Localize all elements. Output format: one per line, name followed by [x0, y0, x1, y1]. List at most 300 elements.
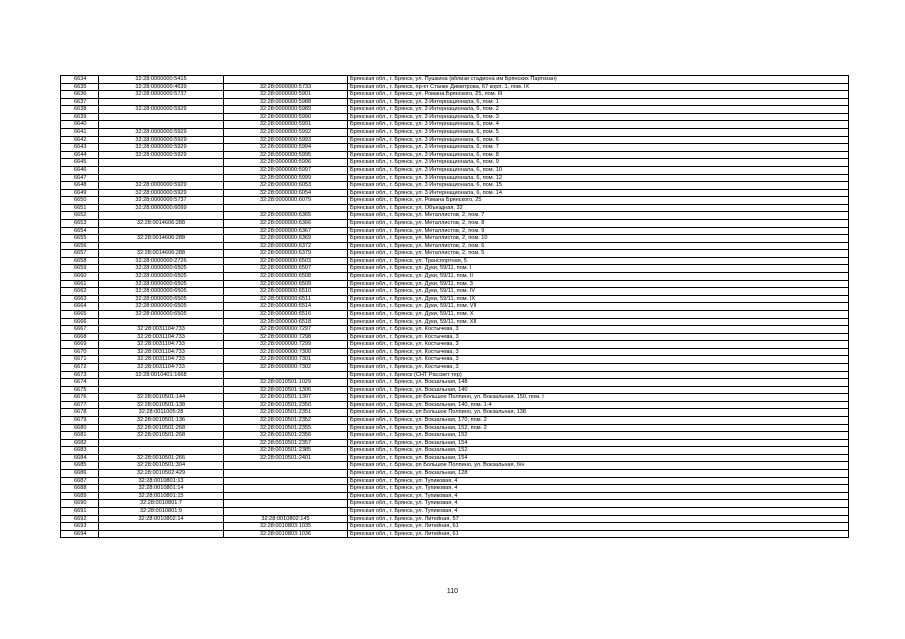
address-cell: Брянская обл., г. Брянск, ул. Транспортная, 5	[348, 257, 849, 265]
address-cell: Брянская обл., г. Брянск, ул. Металлистов, 2, пом. 7	[348, 212, 849, 220]
address-cell: Брянская обл., г. Брянск, ул. Дуки, 59/11, пом. I	[348, 265, 849, 273]
cadastral-number-cell: 32:28:0000000:5993	[224, 136, 348, 144]
address-cell: Брянская обл., г. Брянск, ул. Пушкина (вблизи стадиона им Брянских Партизан)	[348, 76, 849, 84]
row-number-cell: 6675	[61, 386, 99, 394]
row-number-cell: 6670	[61, 348, 99, 356]
address-cell: Брянская обл., г. Брянск, ул. Литейная, 61	[348, 523, 849, 531]
table-row	[61, 515, 849, 523]
parent-cadastral-cell	[99, 447, 224, 455]
parent-cadastral-cell	[99, 523, 224, 531]
cadastral-number-cell	[224, 485, 348, 493]
cadastral-number-cell: 32:28:0010802:145	[224, 515, 348, 523]
cadastral-number-cell: 32:28:0000000:7298	[224, 333, 348, 341]
parent-cadastral-cell: 32:28:0000000:5929	[99, 151, 224, 159]
address-cell: Брянская обл., г. Брянск, ул. Вокзальная, 152, пом. 2	[348, 424, 849, 432]
row-number-cell: 6682	[61, 439, 99, 447]
cadastral-number-cell: 32:28:0010501:2351	[224, 409, 348, 417]
table-row	[61, 212, 849, 220]
row-number-cell: 6679	[61, 417, 99, 425]
cadastral-number-cell: 32:28:0000000:7300	[224, 348, 348, 356]
address-cell: Брянская обл., г. Брянск, ул. 3 Интернационала, 6, пом. 10	[348, 166, 849, 174]
table-row	[61, 227, 849, 235]
cadastral-number-cell: 32:28:0000000:5997	[224, 166, 348, 174]
parent-cadastral-cell	[99, 318, 224, 326]
cadastral-number-cell: 32:28:0000000:5991	[224, 121, 348, 129]
row-number-cell: 6685	[61, 462, 99, 470]
table-row	[61, 409, 849, 417]
row-number-cell: 6672	[61, 363, 99, 371]
row-number-cell: 6636	[61, 91, 99, 99]
row-number-cell: 6643	[61, 144, 99, 152]
table-row	[61, 417, 849, 425]
table-row	[61, 235, 849, 243]
row-number-cell: 6661	[61, 280, 99, 288]
cadastral-number-cell: 32:28:0000000:5995	[224, 151, 348, 159]
parent-cadastral-cell: 32:28:0010501:144	[99, 394, 224, 402]
cadastral-number-cell: 32:28:0000000:7299	[224, 341, 348, 349]
address-cell: Брянская обл., г. Брянск, ул. 3 Интернационала, 6, пом. 9	[348, 159, 849, 167]
address-cell: Брянская обл., г. Брянск, ул. Тупиковая, 4	[348, 485, 849, 493]
table-row	[61, 204, 849, 212]
address-cell: Брянская обл., г. Брянск, рп Большое Полпино, ул. Вокзальная, б/н	[348, 462, 849, 470]
table-row	[61, 470, 849, 478]
parent-cadastral-cell: 32:28:0010801:15	[99, 492, 224, 500]
parent-cadastral-cell: 32:28:0000000:5929	[99, 136, 224, 144]
address-cell: Брянская обл., г. Брянск, ул. Металлистов, 2, пом. 5	[348, 250, 849, 258]
parent-cadastral-cell: 32:28:0010801:14	[99, 485, 224, 493]
parent-cadastral-cell: 32:28:0010801:7	[99, 500, 224, 508]
row-number-cell: 6656	[61, 242, 99, 250]
parent-cadastral-cell: 32:28:0031104:733	[99, 341, 224, 349]
parent-cadastral-cell: 32:28:0000000:6505	[99, 303, 224, 311]
table-row	[61, 113, 849, 121]
parent-cadastral-cell: 32:28:0010501:268	[99, 432, 224, 440]
cadastral-table	[60, 75, 849, 538]
address-cell: Брянская обл., г. Брянск, ул. 3 Интернационала, 6, пом. 5	[348, 129, 849, 137]
address-cell: Брянская обл., г. Брянск, ул. Костычева, 3	[348, 363, 849, 371]
address-cell: Брянская обл., г. Брянск, ул. Дуки, 59/11, пом. XII	[348, 318, 849, 326]
cadastral-number-cell: 32:28:0000000:6508	[224, 273, 348, 281]
address-cell: Брянская обл., г. Брянск, рп Большое Полпино, ул. Вокзальная, 150, пом. I	[348, 394, 849, 402]
cadastral-number-cell: 32:28:0010803:1035	[224, 523, 348, 531]
parent-cadastral-cell: 32:28:0000000:5929	[99, 106, 224, 114]
row-number-cell: 6690	[61, 500, 99, 508]
row-number-cell: 6644	[61, 151, 99, 159]
row-number-cell: 6638	[61, 106, 99, 114]
cadastral-number-cell: 32:28:0000000:5733	[224, 83, 348, 91]
row-number-cell: 6642	[61, 136, 99, 144]
parent-cadastral-cell: 32:28:0031104:733	[99, 333, 224, 341]
table-row	[61, 507, 849, 515]
address-cell: Брянская обл., г. Брянск, ул. Романа Брянского, 25	[348, 197, 849, 205]
parent-cadastral-cell	[99, 113, 224, 121]
table-row	[61, 219, 849, 227]
row-number-cell: 6641	[61, 129, 99, 137]
row-number-cell: 6664	[61, 303, 99, 311]
parent-cadastral-cell	[99, 121, 224, 129]
address-cell: Брянская обл., г. Брянск, ул. 3 Интернационала, 6, пом. 8	[348, 151, 849, 159]
parent-cadastral-cell: 32:28:0010501:138	[99, 401, 224, 409]
parent-cadastral-cell: 32:28:0031104:733	[99, 356, 224, 364]
cadastral-number-cell: 32:28:0000000:5996	[224, 159, 348, 167]
table-row	[61, 379, 849, 387]
cadastral-number-cell: 32:28:0000000:7302	[224, 363, 348, 371]
parent-cadastral-cell: 32:28:0031104:733	[99, 348, 224, 356]
parent-cadastral-cell: 32:28:0000000:6099	[99, 204, 224, 212]
cadastral-number-cell: 32:28:0010501:1307	[224, 394, 348, 402]
cadastral-number-cell: 32:28:0000000:6518	[224, 318, 348, 326]
table-row	[61, 341, 849, 349]
parent-cadastral-cell: 32:28:0000000:5929	[99, 189, 224, 197]
address-cell: Брянская обл., г. Брянск (СНТ Рассвет тер)	[348, 371, 849, 379]
row-number-cell: 6650	[61, 197, 99, 205]
row-number-cell: 6658	[61, 257, 99, 265]
parent-cadastral-cell: 32:28:0000000:5929	[99, 182, 224, 190]
address-cell: Брянская обл., г. Брянск, ул. Костычева, 3	[348, 341, 849, 349]
table-row	[61, 151, 849, 159]
cadastral-number-cell: 32:28:0000000:6514	[224, 303, 348, 311]
row-number-cell: 6634	[61, 76, 99, 84]
row-number-cell: 6680	[61, 424, 99, 432]
cadastral-number-cell: 32:28:0010501:1306	[224, 386, 348, 394]
parent-cadastral-cell: 32:28:0014606:288	[99, 219, 224, 227]
table-row	[61, 295, 849, 303]
row-number-cell: 6674	[61, 379, 99, 387]
address-cell: Брянская обл., г. Брянск, ул. Вокзальная, 152	[348, 432, 849, 440]
parent-cadastral-cell	[99, 174, 224, 182]
address-cell: Брянская обл., г. Брянск, ул. Романа Брянского, 25, пом. III	[348, 91, 849, 99]
address-cell: Брянская обл., г. Брянск, ул. Вокзальная, 140, пом. 1-4	[348, 401, 849, 409]
parent-cadastral-cell	[99, 212, 224, 220]
table-row	[61, 500, 849, 508]
cadastral-number-cell: 32:28:0000000:6379	[224, 250, 348, 258]
cadastral-number-cell: 32:28:0000000:6507	[224, 265, 348, 273]
table-row	[61, 310, 849, 318]
table-row	[61, 106, 849, 114]
parent-cadastral-cell: 32:28:0031104:733	[99, 363, 224, 371]
table-row	[61, 432, 849, 440]
table-row	[61, 83, 849, 91]
cadastral-number-cell: 32:28:0000000:5990	[224, 113, 348, 121]
table-row	[61, 136, 849, 144]
cadastral-number-cell: 32:28:0000000:7297	[224, 326, 348, 334]
table-row	[61, 76, 849, 84]
document-sheet	[60, 75, 848, 538]
parent-cadastral-cell	[99, 166, 224, 174]
address-cell: Брянская обл., г. Брянск, ул. Металлистов, 2, пом. 6	[348, 242, 849, 250]
row-number-cell: 6691	[61, 507, 99, 515]
row-number-cell: 6666	[61, 318, 99, 326]
parent-cadastral-cell	[99, 98, 224, 106]
row-number-cell: 6686	[61, 470, 99, 478]
cadastral-number-cell: 32:28:0010501:2352	[224, 417, 348, 425]
parent-cadastral-cell: 32:28:0014606:288	[99, 235, 224, 243]
cadastral-number-cell: 32:28:0000000:6372	[224, 242, 348, 250]
table-row	[61, 447, 849, 455]
table-row	[61, 197, 849, 205]
parent-cadastral-cell	[99, 227, 224, 235]
table-row	[61, 530, 849, 538]
address-cell: Брянская обл., г. Брянск, ул. 3 Интернационала, 6, пом. 2	[348, 106, 849, 114]
cadastral-number-cell: 32:28:0000000:6369	[224, 235, 348, 243]
parent-cadastral-cell: 32:28:0000000:5737	[99, 91, 224, 99]
row-number-cell: 6692	[61, 515, 99, 523]
table-row	[61, 91, 849, 99]
table-row	[61, 273, 849, 281]
cadastral-number-cell: 32:28:0000000:5994	[224, 144, 348, 152]
table-row	[61, 424, 849, 432]
row-number-cell: 6646	[61, 166, 99, 174]
table-row	[61, 303, 849, 311]
cadastral-number-cell: 32:28:0010803:1036	[224, 530, 348, 538]
row-number-cell: 6655	[61, 235, 99, 243]
parent-cadastral-cell: 32:28:0010802:14	[99, 515, 224, 523]
parent-cadastral-cell: 32:28:0000000:4639	[99, 83, 224, 91]
cadastral-number-cell	[224, 492, 348, 500]
cadastral-number-cell	[224, 477, 348, 485]
table-row	[61, 159, 849, 167]
address-cell: Брянская обл., г. Брянск, ул. 3 Интернационала, 6, пом. 3	[348, 113, 849, 121]
parent-cadastral-cell: 32:28:0000000:5929	[99, 144, 224, 152]
row-number-cell: 6649	[61, 189, 99, 197]
address-cell: Брянская обл., г. Брянск, ул. 3 Интернационала, 6, пом. 4	[348, 121, 849, 129]
row-number-cell: 6684	[61, 454, 99, 462]
table-row	[61, 121, 849, 129]
row-number-cell: 6676	[61, 394, 99, 402]
row-number-cell: 6635	[61, 83, 99, 91]
parent-cadastral-cell: 32:28:0000000:6505	[99, 265, 224, 273]
address-cell: Брянская обл., г. Брянск, ул. Дуки, 59/11, пом. IV	[348, 288, 849, 296]
table-row	[61, 182, 849, 190]
cadastral-number-cell: 32:28:0000000:5999	[224, 174, 348, 182]
table-row	[61, 356, 849, 364]
cadastral-number-cell: 32:28:0000000:6366	[224, 219, 348, 227]
parent-cadastral-cell: 32:28:0010501:268	[99, 424, 224, 432]
cadastral-number-cell: 32:28:0000000:6509	[224, 280, 348, 288]
table-row	[61, 242, 849, 250]
row-number-cell: 6667	[61, 326, 99, 334]
cadastral-number-cell: 32:28:0010501:2355	[224, 424, 348, 432]
row-number-cell: 6694	[61, 530, 99, 538]
table-row	[61, 454, 849, 462]
parent-cadastral-cell: 32:28:0010401:1668	[99, 371, 224, 379]
parent-cadastral-cell: 32:28:0000000:5415	[99, 76, 224, 84]
parent-cadastral-cell: 32:28:0010501:136	[99, 417, 224, 425]
table-row	[61, 371, 849, 379]
row-number-cell: 6657	[61, 250, 99, 258]
table-row	[61, 250, 849, 258]
row-number-cell: 6683	[61, 447, 99, 455]
table-row	[61, 174, 849, 182]
row-number-cell: 6681	[61, 432, 99, 440]
parent-cadastral-cell: 32:28:0010801:9	[99, 507, 224, 515]
parent-cadastral-cell: 32:28:0014606:288	[99, 250, 224, 258]
cadastral-number-cell: 32:28:0000000:5992	[224, 129, 348, 137]
address-cell: Брянская обл., г. Брянск, ул. 3 Интернационала, 6, пом. 1	[348, 98, 849, 106]
cadastral-number-cell	[224, 470, 348, 478]
table-row	[61, 318, 849, 326]
row-number-cell: 6645	[61, 159, 99, 167]
address-cell: Брянская обл., г. Брянск, ул. Вокзальная, 152	[348, 447, 849, 455]
address-cell: Брянская обл., г. Брянск, ул. Вокзальная, 148	[348, 379, 849, 387]
address-cell: Брянская обл., г. Брянск, рп Большое Полпино, ул. Вокзальная, 138	[348, 409, 849, 417]
address-cell: Брянская обл., г. Брянск, ул. Вокзальная, 128	[348, 470, 849, 478]
parent-cadastral-cell	[99, 379, 224, 387]
cadastral-number-cell: 32:28:0000000:6503	[224, 257, 348, 265]
table-row	[61, 265, 849, 273]
table-row	[61, 333, 849, 341]
address-cell: Брянская обл., г. Брянск, ул. 3 Интернационала, 6, пом. 15	[348, 182, 849, 190]
address-cell: Брянская обл., г. Брянск, ул. Костычева, 3	[348, 326, 849, 334]
table-row	[61, 98, 849, 106]
cadastral-number-cell: 32:28:0000000:6510	[224, 288, 348, 296]
cadastral-number-cell	[224, 507, 348, 515]
row-number-cell: 6693	[61, 523, 99, 531]
address-cell: Брянская обл., г. Брянск, ул. 3 Интернационала, 6, пом. 12	[348, 174, 849, 182]
parent-cadastral-cell	[99, 242, 224, 250]
parent-cadastral-cell	[99, 439, 224, 447]
row-number-cell: 6652	[61, 212, 99, 220]
row-number-cell: 6662	[61, 288, 99, 296]
cadastral-number-cell	[224, 76, 348, 84]
parent-cadastral-cell: 32:28:0010801:13	[99, 477, 224, 485]
row-number-cell: 6671	[61, 356, 99, 364]
address-cell: Брянская обл., г. Брянск, ул. Тупиковая, 4	[348, 500, 849, 508]
cadastral-number-cell: 32:28:0010501:2401	[224, 454, 348, 462]
row-number-cell: 6654	[61, 227, 99, 235]
table-row	[61, 326, 849, 334]
cadastral-number-cell: 32:28:0000000:6516	[224, 310, 348, 318]
row-number-cell: 6689	[61, 492, 99, 500]
cadastral-number-cell: 32:28:0000000:5989	[224, 106, 348, 114]
cadastral-number-cell: 32:28:0000000:6053	[224, 182, 348, 190]
address-cell: Брянская обл., г. Брянск, ул. Литейная, 61	[348, 530, 849, 538]
address-cell: Брянская обл., г. Брянск, ул. Литейная, 57	[348, 515, 849, 523]
parent-cadastral-cell: 32:28:0000000:6505	[99, 310, 224, 318]
table-row	[61, 129, 849, 137]
parent-cadastral-cell: 32:28:0000000:5737	[99, 197, 224, 205]
cadastral-number-cell	[224, 204, 348, 212]
cadastral-number-cell: 32:28:0000000:6367	[224, 227, 348, 235]
row-number-cell: 6665	[61, 310, 99, 318]
table-row	[61, 462, 849, 470]
parent-cadastral-cell: 32:28:0000000:5929	[99, 129, 224, 137]
table-row	[61, 363, 849, 371]
row-number-cell: 6677	[61, 401, 99, 409]
cadastral-number-cell: 32:28:0010501:2350	[224, 401, 348, 409]
cadastral-number-cell: 32:28:0010501:2356	[224, 432, 348, 440]
cadastral-number-cell: 32:28:0010501:2385	[224, 447, 348, 455]
address-cell: Брянская обл., г. Брянск, ул. Тупиковая, 4	[348, 507, 849, 515]
cadastral-number-cell: 32:28:0010501:2357	[224, 439, 348, 447]
cadastral-number-cell	[224, 462, 348, 470]
address-cell: Брянская обл., г. Брянск, ул. Тупиковая, 4	[348, 477, 849, 485]
parent-cadastral-cell: 32:28:0000000:2726	[99, 257, 224, 265]
row-number-cell: 6648	[61, 182, 99, 190]
table-row	[61, 485, 849, 493]
row-number-cell: 6637	[61, 98, 99, 106]
table-row	[61, 492, 849, 500]
table-row	[61, 288, 849, 296]
parent-cadastral-cell	[99, 530, 224, 538]
parent-cadastral-cell: 32:28:0000000:6505	[99, 295, 224, 303]
table-row	[61, 386, 849, 394]
table-row	[61, 477, 849, 485]
table-row	[61, 394, 849, 402]
address-cell: Брянская обл., г. Брянск, ул. Вокзальная, 170, пом. 2	[348, 417, 849, 425]
table-row	[61, 280, 849, 288]
address-cell: Брянская обл., г. Брянск, ул. Костычева, 3	[348, 356, 849, 364]
cadastral-number-cell: 32:28:0000000:6054	[224, 189, 348, 197]
cadastral-number-cell: 32:28:0000000:7301	[224, 356, 348, 364]
address-cell: Брянская обл., г. Брянск, ул. Дуки, 59/11, пом. II	[348, 273, 849, 281]
parent-cadastral-cell	[99, 386, 224, 394]
address-cell: Брянская обл., г. Брянск, ул. Металлистов, 2, пом. 8	[348, 219, 849, 227]
address-cell: Брянская обл., г. Брянск, ул. Дуки, 59/11, пом. 3	[348, 280, 849, 288]
table-row	[61, 166, 849, 174]
row-number-cell: 6659	[61, 265, 99, 273]
parent-cadastral-cell: 32:28:0000000:6505	[99, 280, 224, 288]
address-cell: Брянская обл., г. Брянск, ул. 3 Интернационала, 6, пом. 6	[348, 136, 849, 144]
row-number-cell: 6647	[61, 174, 99, 182]
parent-cadastral-cell: 32:28:0010501:304	[99, 462, 224, 470]
row-number-cell: 6669	[61, 341, 99, 349]
row-number-cell: 6663	[61, 295, 99, 303]
address-cell: Брянская обл., г. Брянск, ул. Вокзальная, 154	[348, 439, 849, 447]
parent-cadastral-cell: 32:28:0000000:6505	[99, 288, 224, 296]
address-cell: Брянская обл., г. Брянск, ул. Объездная, 32	[348, 204, 849, 212]
parent-cadastral-cell: 32:28:0010502:429	[99, 470, 224, 478]
row-number-cell: 6639	[61, 113, 99, 121]
table-row	[61, 189, 849, 197]
row-number-cell: 6668	[61, 333, 99, 341]
cadastral-number-cell: 32:28:0000000:5901	[224, 91, 348, 99]
address-cell: Брянская обл., г. Брянск, ул. Дуки, 59/11, пом. IX	[348, 295, 849, 303]
row-number-cell: 6688	[61, 485, 99, 493]
address-cell: Брянская обл., г. Брянск, пр-кт Станке Димитрова, 67 корп. 1, пом. IX	[348, 83, 849, 91]
cadastral-number-cell: 32:28:0000000:5988	[224, 98, 348, 106]
table-row	[61, 257, 849, 265]
address-cell: Брянская обл., г. Брянск, ул. Металлистов, 2, пом. 9	[348, 227, 849, 235]
parent-cadastral-cell: 32:28:0010501:266	[99, 454, 224, 462]
row-number-cell: 6660	[61, 273, 99, 281]
address-cell: Брянская обл., г. Брянск, ул. Костычева, 3	[348, 348, 849, 356]
address-cell: Брянская обл., г. Брянск, ул. 3 Интернационала, 6, пом. 14	[348, 189, 849, 197]
cadastral-number-cell: 32:28:0000000:6365	[224, 212, 348, 220]
address-cell: Брянская обл., г. Брянск, ул. Металлистов, 2, пом. 10	[348, 235, 849, 243]
table-body	[61, 76, 849, 538]
row-number-cell: 6673	[61, 371, 99, 379]
parent-cadastral-cell: 32:28:0011005:28	[99, 409, 224, 417]
row-number-cell: 6687	[61, 477, 99, 485]
table-row	[61, 144, 849, 152]
cadastral-number-cell: 32:28:0000000:6079	[224, 197, 348, 205]
table-row	[61, 439, 849, 447]
row-number-cell: 6653	[61, 219, 99, 227]
address-cell: Брянская обл., г. Брянск, ул. Дуки, 59/11, пом. VII	[348, 303, 849, 311]
table-row	[61, 523, 849, 531]
address-cell: Брянская обл., г. Брянск, ул. Костычева, 3	[348, 333, 849, 341]
cadastral-number-cell	[224, 371, 348, 379]
address-cell: Брянская обл., г. Брянск, ул. Вокзальная, 140	[348, 386, 849, 394]
row-number-cell: 6651	[61, 204, 99, 212]
address-cell: Брянская обл., г. Брянск, ул. 3 Интернационала, 6, пом. 7	[348, 144, 849, 152]
table-row	[61, 401, 849, 409]
address-cell: Брянская обл., г. Брянск, ул. Дуки, 59/11, пом. X	[348, 310, 849, 318]
page-number: 110	[446, 588, 459, 595]
cadastral-number-cell: 32:28:0010501:1029	[224, 379, 348, 387]
row-number-cell: 6678	[61, 409, 99, 417]
